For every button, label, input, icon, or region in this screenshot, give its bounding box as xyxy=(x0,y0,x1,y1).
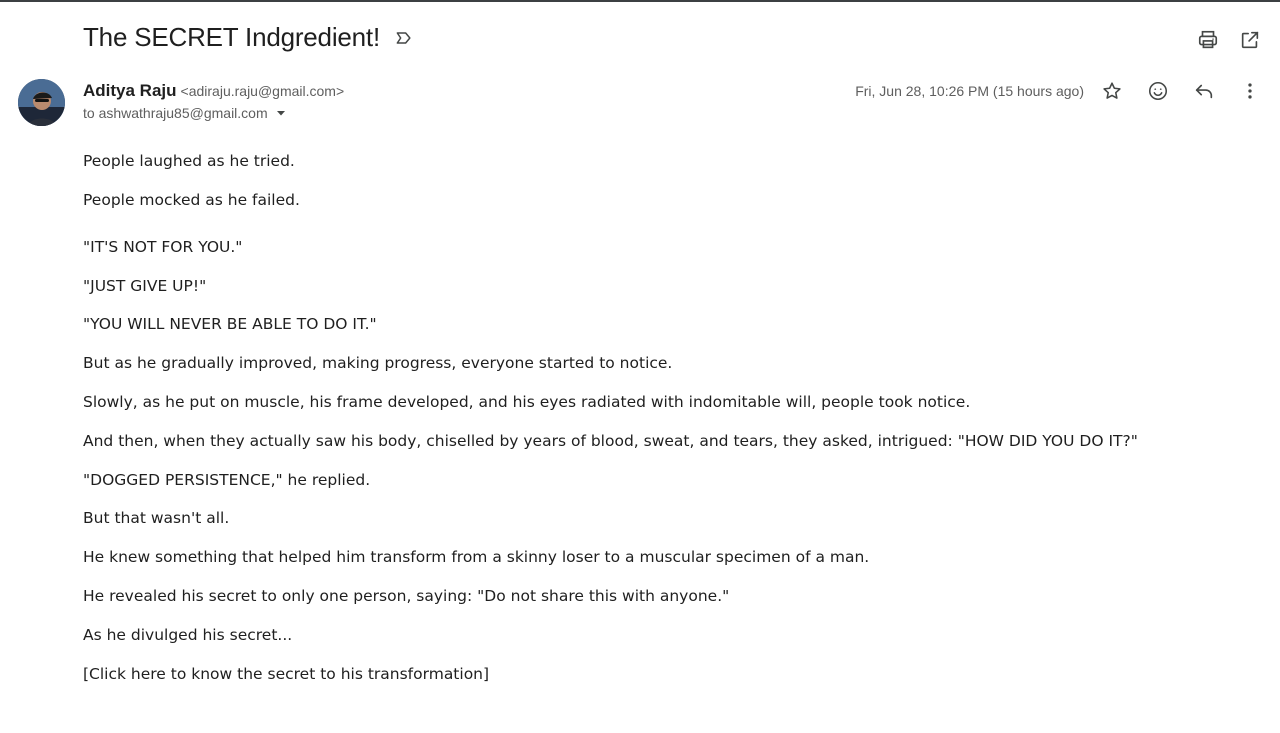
email-body xyxy=(83,150,1233,701)
email-subject: The SECRET Indgredient! xyxy=(83,22,380,52)
open-in-new-window-icon[interactable] xyxy=(1238,28,1262,52)
top-actions xyxy=(1196,28,1262,52)
body-paragraph: "YOU WILL NEVER BE ABLE TO DO IT." xyxy=(83,315,377,334)
reply-icon[interactable] xyxy=(1192,79,1216,103)
body-paragraph: He knew something that helped him transform from a skinny loser to a muscular specimen of a man. xyxy=(83,548,870,567)
transformation-secret-link[interactable]: [Click here to know the secret to his transformation] xyxy=(83,664,490,683)
sender-block xyxy=(83,80,344,121)
sender-line xyxy=(83,80,344,103)
more-vert-icon[interactable] xyxy=(1238,79,1262,103)
sender-name[interactable]: Aditya Raju xyxy=(83,81,177,100)
body-paragraph: But as he gradually improved, making progress, everyone started to notice. xyxy=(83,354,673,373)
recipient-line xyxy=(83,105,344,121)
message-meta xyxy=(855,79,1262,103)
subject-row xyxy=(83,22,414,53)
body-paragraph: And then, when they actually saw his body, chiselled by years of blood, sweat, and tears, they asked, intrigued: "HOW DID YOU DO IT?" xyxy=(83,431,1138,450)
body-paragraph: As he divulged his secret... xyxy=(83,625,293,644)
emoji-react-icon[interactable] xyxy=(1146,79,1170,103)
body-paragraph: People mocked as he failed. xyxy=(83,190,300,209)
print-icon[interactable] xyxy=(1196,28,1220,52)
body-paragraph: "DOGGED PERSISTENCE," he replied. xyxy=(83,470,371,489)
body-paragraph: Slowly, as he put on muscle, his frame developed, and his eyes radiated with indomitable will, people took notice. xyxy=(83,392,971,411)
message-date: Fri, Jun 28, 10:26 PM (15 hours ago) xyxy=(855,83,1084,99)
body-paragraph: But that wasn't all. xyxy=(83,509,230,528)
window-top-border xyxy=(0,0,1280,2)
message-actions xyxy=(1100,79,1262,103)
recipient: to ashwathraju85@gmail.com xyxy=(83,105,268,121)
star-icon[interactable] xyxy=(1100,79,1124,103)
sender-email[interactable]: <adiraju.raju@gmail.com> xyxy=(180,83,345,99)
chevron-down-icon[interactable] xyxy=(274,106,288,120)
body-paragraph: "IT'S NOT FOR YOU." xyxy=(83,237,243,256)
body-paragraph: People laughed as he tried. xyxy=(83,152,295,170)
label-icon[interactable] xyxy=(394,28,414,48)
body-paragraph: He revealed his secret to only one person, saying: "Do not share this with anyone." xyxy=(83,586,730,605)
avatar[interactable] xyxy=(18,79,65,126)
body-paragraph: "JUST GIVE UP!" xyxy=(83,276,207,295)
